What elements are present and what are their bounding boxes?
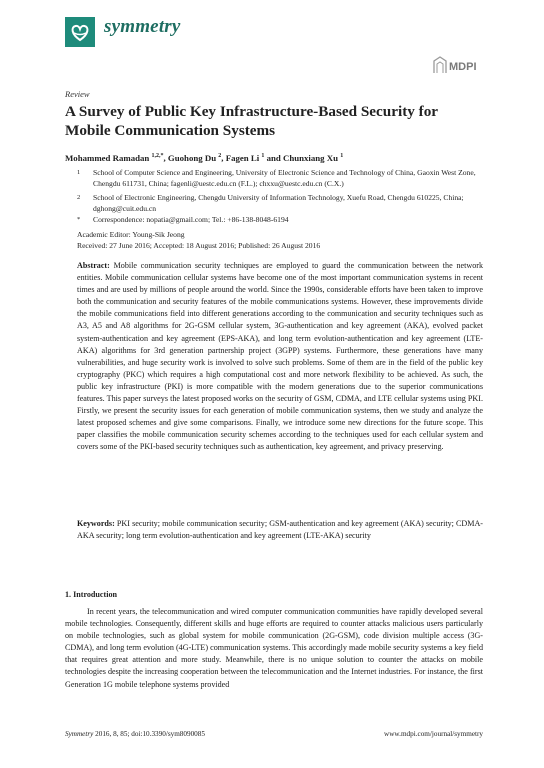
author-list bbox=[65, 153, 343, 163]
mdpi-logo bbox=[430, 53, 483, 82]
citation-journal: Symmetry bbox=[65, 730, 94, 738]
author-name: Mohammed Ramadan bbox=[65, 153, 150, 163]
author-affil: 2 bbox=[218, 153, 222, 160]
keywords-label: Keywords: bbox=[77, 519, 115, 528]
author-separator: , bbox=[163, 153, 168, 163]
paper-title: A Survey of Public Key Infrastructure-Based Security for Mobile Communication Systems bbox=[65, 103, 438, 139]
author-separator: and bbox=[264, 153, 283, 163]
citation-details: 2016, 8, 85; doi:10.3390/sym8090085 bbox=[93, 730, 205, 738]
introduction-text: In recent years, the telecommunication and wired computer communication communities have rapidly developed several mobile technologies. Consequently, different skills and huge efforts are required to counter attacks malicious users particularly on mobile technologies, such as global system for mobile communication (2G-GSM), code division multiple access (3G-CDMA), and long term evolution (4G-LTE) communication systems. This accordingly made mobile security systems a key field that requires great attention and more study. Meanwhile, there is no unique solution to counter the attacks on mobile technologies despite the increasing cooperation between the telecommunication and the Internet industries. For instance, the first Generation 1G mobile telephone systems provided bbox=[65, 607, 483, 689]
affiliation-text: School of Computer Science and Engineering, University of Electronic Science and Technology of China, Gaoxin West Zone, Chengdu 611731, China; fagenli@uestc.edu.cn (F.L.); chxxu@uestc.edu.cn (C.X.) bbox=[93, 168, 476, 188]
abstract bbox=[77, 260, 483, 454]
author-affil: 1,2,* bbox=[151, 153, 164, 160]
affiliation-number: 1 bbox=[77, 169, 81, 176]
author-affil: 1 bbox=[340, 153, 344, 160]
journal-name: symmetry bbox=[104, 16, 181, 37]
section-heading: 1. Introduction bbox=[65, 590, 118, 599]
keywords bbox=[77, 518, 483, 542]
correspondence-text: Correspondence: nopatia@gmail.com; Tel.: +86-138-8048-6194 bbox=[93, 215, 289, 224]
affiliation bbox=[77, 192, 497, 216]
author-separator: , bbox=[221, 153, 226, 163]
affiliation-text: School of Electronic Engineering, Chengdu University of Information Technology, Xuefu Road, Chengdu 610225, China; dghong@cuit.edu.cn bbox=[93, 193, 464, 213]
keywords-text: PKI security; mobile communication security; GSM-authentication and key agreement (AKA) security; CDMA-AKA security; long term evolution-authentication and key agreement (LTE-AKA) security bbox=[77, 519, 483, 541]
affiliation-number: 2 bbox=[77, 194, 81, 201]
mdpi-logo-text: MDPI bbox=[449, 61, 477, 73]
affiliation-number: * bbox=[77, 216, 81, 223]
article-type: Review bbox=[65, 89, 90, 99]
abstract-text: Mobile communication security techniques are employed to guard the communication between the network entities. Mobile communication cellular systems have become one of the most important communication systems in recent times and are used by millions of people around the world. Since the 1990s, considerable efforts have been taken to improve both the communication and security features of the mobile communications systems. However, these improvements divide the mobile communications field into different generations according to the communication and security techniques such as A3, A5 and A8 algorithms for 2G-GSM cellular system, 3G-authentication and key agreement (AKA), evolved packet system-authentication and key agreement (EPS-AKA), and long term evolution-authentication and key agreement (LTE-AKA) algorithms for 3rd generation partnership project (3GPP) systems. Furthermore, these generations have many vulnerabilities, and huge security work is involved to solve such problems. Some of them are in the field of the public key cryptography (PKC) which requires a high computational cost and more network flexibility to be achieved. As such, the public key infrastructure (PKI) is more compatible with the modern generations due to the superior communications features. This paper surveys the latest proposed works on the security of GSM, CDMA, and LTE cellular systems using PKI. Firstly, we present the security issues for each generation of mobile communication systems, then we study and analyze the latest proposed schemes and give some comparisons. Finally, we introduce some new directions for the future scope. This paper classifies the mobile communication security schemes according to the techniques used for each cellular system and covers some of the PKI-based security techniques such as authentication, key agreement, and privacy preserving. bbox=[77, 261, 483, 452]
journal-logo-icon bbox=[65, 17, 95, 47]
author-affil: 1 bbox=[261, 153, 265, 160]
journal-url[interactable]: www.mdpi.com/journal/symmetry bbox=[384, 730, 483, 738]
mdpi-logo-icon bbox=[430, 53, 483, 77]
citation-footer bbox=[65, 730, 205, 738]
abstract-label: Abstract: bbox=[77, 261, 110, 270]
correspondence bbox=[77, 214, 497, 226]
author-name: Chunxiang Xu bbox=[282, 153, 338, 163]
author-name: Fagen Li bbox=[225, 153, 260, 163]
affiliation bbox=[77, 167, 497, 191]
symmetry-logo-icon bbox=[65, 17, 95, 47]
author-name: Guohong Du bbox=[167, 153, 217, 163]
academic-editor: Academic Editor: Young-Sik Jeong bbox=[77, 230, 185, 239]
publication-dates: Received: 27 June 2016; Accepted: 18 August 2016; Published: 26 August 2016 bbox=[77, 241, 321, 250]
